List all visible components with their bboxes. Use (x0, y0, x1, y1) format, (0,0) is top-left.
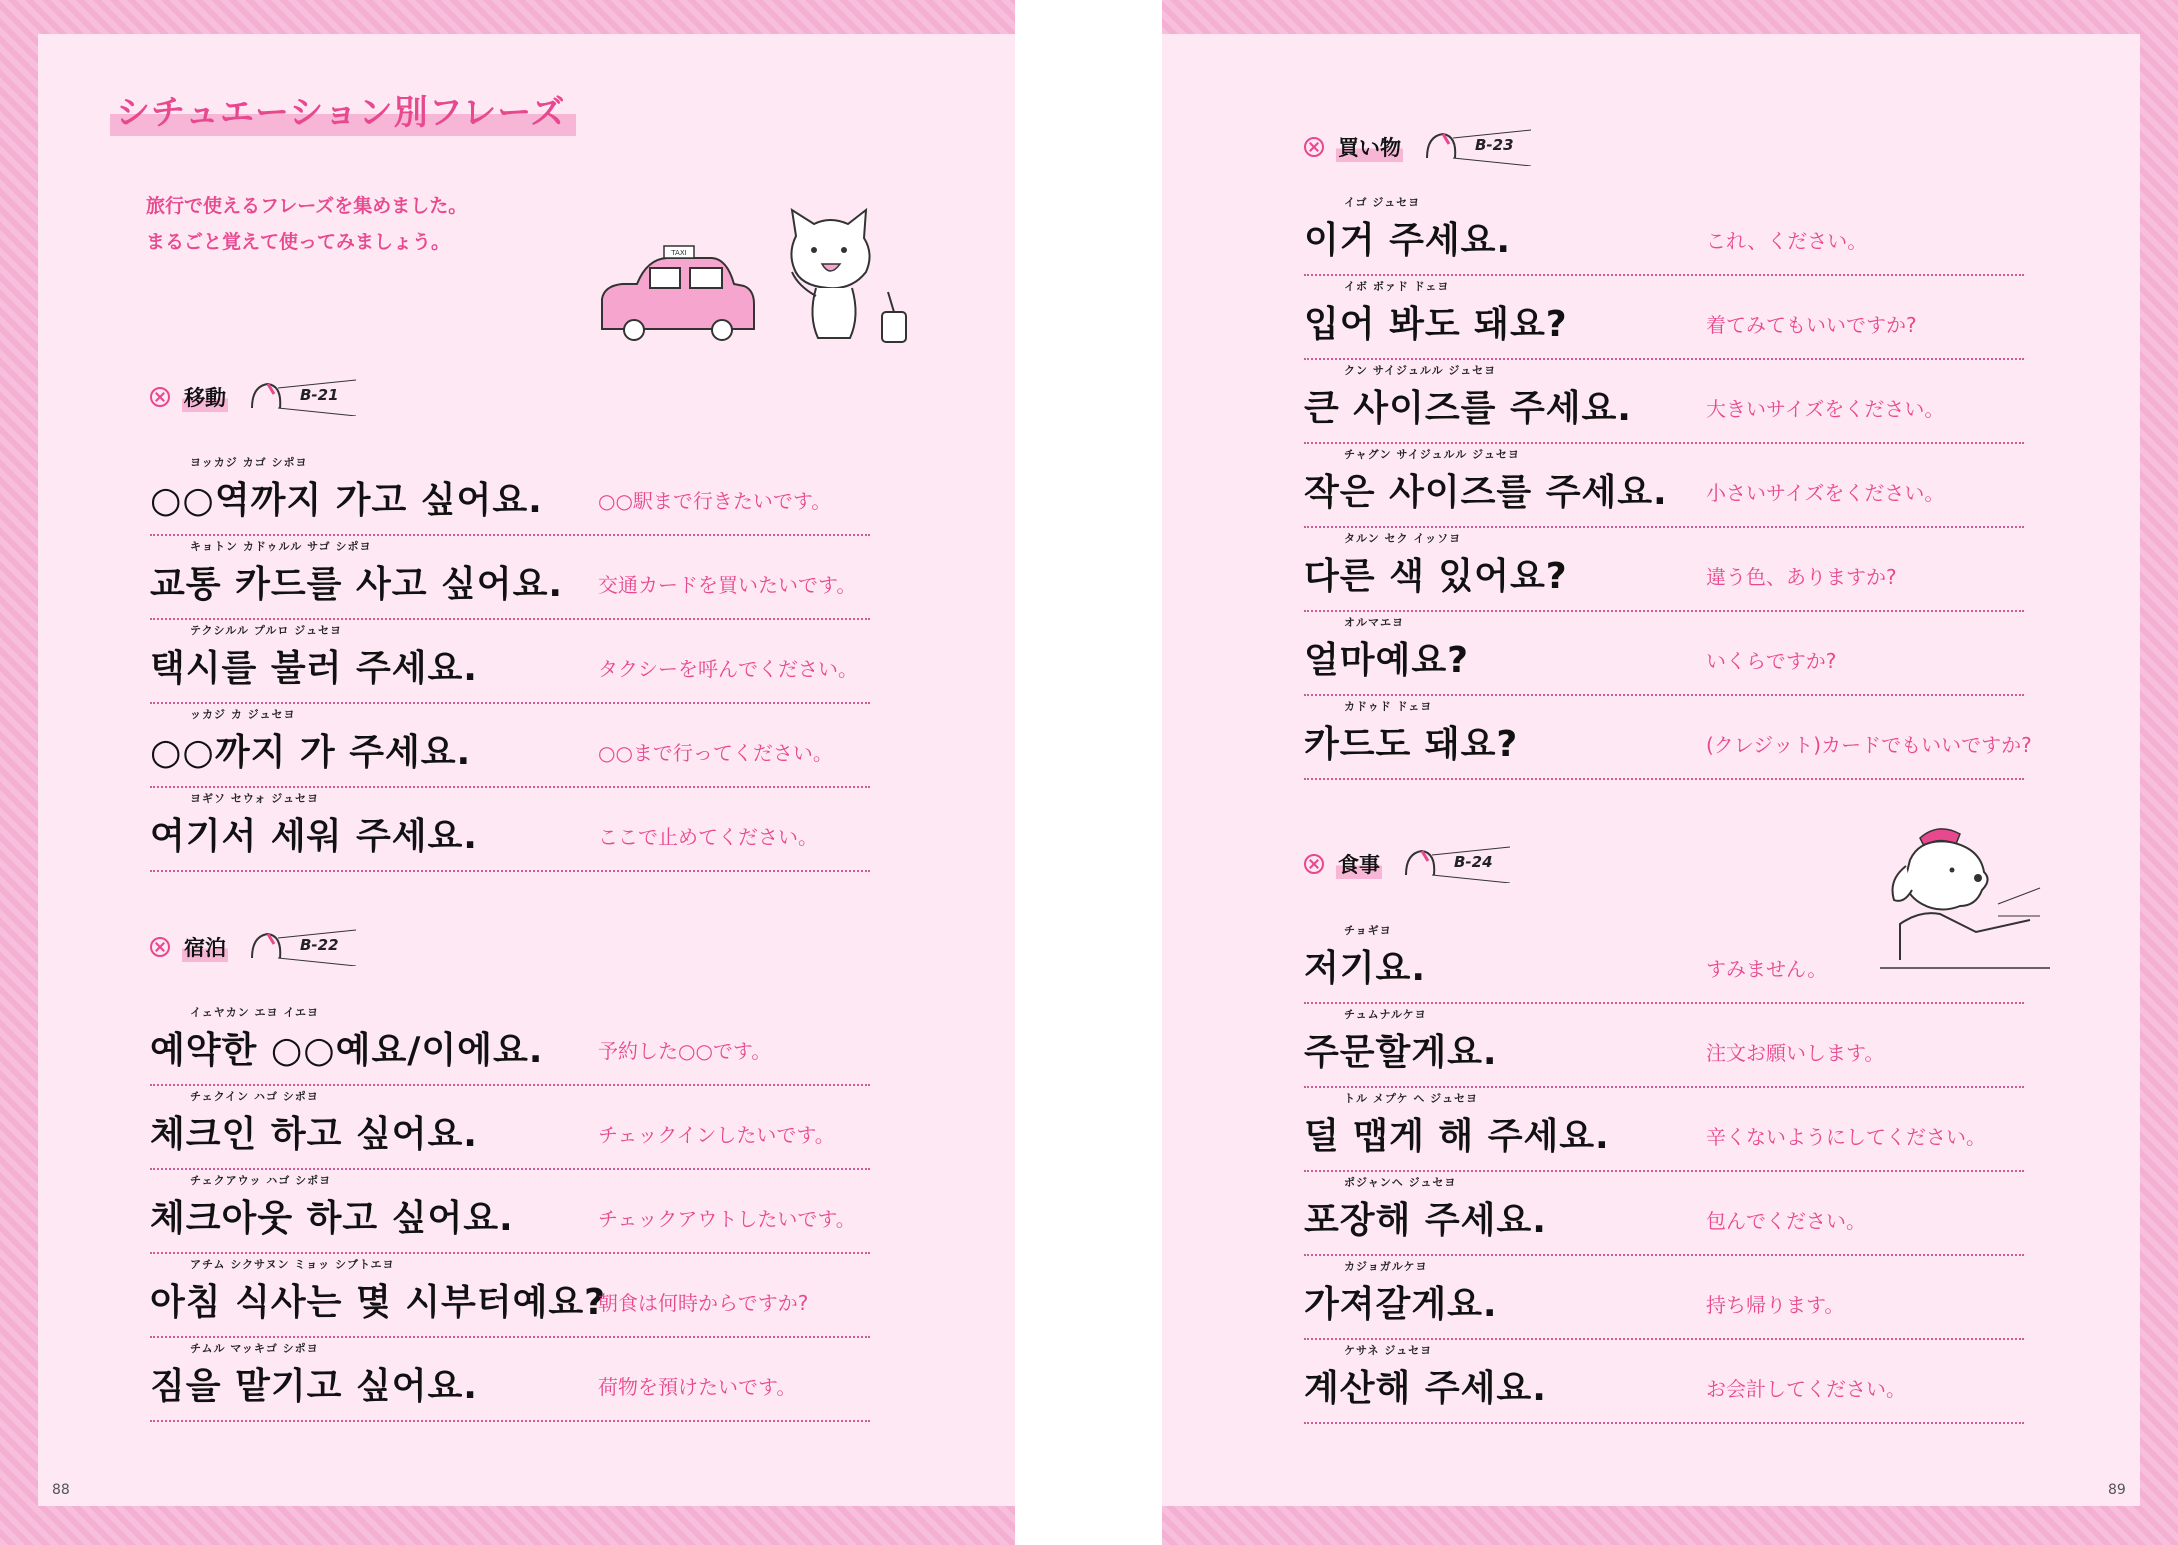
phrase-row (1304, 1086, 2024, 1172)
phrase-korean: 다른 색 있어요? (1304, 556, 1568, 597)
phrase-japanese: 予約した○○です。 (598, 1039, 772, 1063)
phrase-korean: 얼마예요? (1304, 640, 1469, 681)
phrase-ruby: タルン セク イッソヨ (1344, 532, 1462, 545)
phrase-japanese: 辛くないようにしてください。 (1706, 1125, 1986, 1149)
phrase-ruby: カドゥド ドェヨ (1344, 700, 1433, 713)
phrase-ruby: イェヤカン エヨ イエヨ (190, 1006, 319, 1019)
audio-track-badge (248, 378, 358, 416)
phrase-ruby: テクシルル プルロ ジュセヨ (190, 624, 343, 637)
phrase-korean: 주문할게요. (1304, 1032, 1498, 1073)
phrase-ruby: カジョガルケヨ (1344, 1260, 1428, 1273)
phrase-row (1304, 190, 2024, 276)
section-title: 宿泊 (182, 932, 228, 962)
phrase-japanese: 大きいサイズをください。 (1706, 397, 1945, 421)
phrase-japanese: いくらですか? (1706, 649, 1837, 673)
phrase-japanese: お会計してください。 (1706, 1377, 1906, 1401)
phrase-row (150, 1084, 870, 1170)
phrase-row (1304, 1002, 2024, 1088)
phrase-row (150, 450, 870, 536)
intro-line-1: 旅行で使えるフレーズを集めました。 (146, 195, 468, 217)
phrase-japanese: 包んでください。 (1706, 1209, 1866, 1233)
phrase-korean: ○○역까지 가고 싶어요. (150, 480, 543, 521)
track-number: B-24 (1454, 853, 1493, 871)
phrase-korean: 체크인 하고 싶어요. (150, 1114, 478, 1155)
section-marker-icon (150, 387, 170, 407)
phrase-japanese: 注文お願いします。 (1706, 1041, 1885, 1065)
section-header (1304, 128, 1533, 166)
phrase-japanese: これ、ください。 (1706, 229, 1868, 253)
phrase-korean: 체크아웃 하고 싶어요. (150, 1198, 514, 1239)
phrase-row (1304, 1338, 2024, 1424)
phrase-korean: 작은 사이즈를 주세요. (1304, 472, 1668, 513)
phrase-korean: 예약한 ○○예요/이에요. (150, 1030, 544, 1071)
phrase-korean: 입어 봐도 돼요? (1304, 304, 1568, 345)
phrase-japanese: 違う色、ありますか? (1706, 565, 1897, 589)
cat-illustration (778, 206, 938, 356)
phrase-ruby: チャグン サイジュルル ジュセヨ (1344, 448, 1520, 461)
phrase-korean: 저기요. (1304, 948, 1427, 989)
audio-track-badge (248, 928, 358, 966)
phrase-ruby: キョトン カドゥルル サゴ シポヨ (190, 540, 372, 553)
phrase-korean: 여기서 세워 주세요. (150, 816, 478, 857)
phrase-ruby: アチム シクサヌン ミョッ シブトエヨ (190, 1258, 395, 1271)
phrase-ruby: イボ ボァド ドェヨ (1344, 280, 1450, 293)
phrase-ruby: チェクイン ハゴ シポヨ (190, 1090, 319, 1103)
intro-line-2: まるごと覚えて使ってみましょう。 (146, 231, 451, 253)
phrase-korean: 카드도 돼요? (1304, 724, 1519, 765)
phrase-korean: 덜 맵게 해 주세요. (1304, 1116, 1610, 1157)
phrase-korean: 교통 카드를 사고 싶어요. (150, 564, 564, 605)
section-marker-icon (1304, 854, 1324, 874)
phrase-row (150, 1252, 870, 1338)
phrase-japanese: タクシーを呼んでください。 (598, 657, 858, 681)
section-header (150, 378, 358, 416)
phrase-ruby: イゴ ジュセヨ (1344, 196, 1421, 209)
intro-text (146, 188, 467, 260)
page-title: シチュエーション別フレーズ (110, 90, 576, 136)
section-title: 移動 (182, 382, 228, 412)
page-number-right: 89 (2108, 1482, 2126, 1498)
section-header (150, 928, 358, 966)
phrase-row (150, 702, 870, 788)
phrase-japanese: (クレジット)カードでもいいですか? (1706, 733, 2032, 757)
taxi-illustration (592, 244, 762, 344)
audio-track-badge (1402, 845, 1512, 883)
phrase-row (1304, 442, 2024, 528)
phrase-row (1304, 1170, 2024, 1256)
phrase-korean: 가져갈게요. (1304, 1284, 1498, 1325)
phrase-row (1304, 918, 2024, 1004)
phrase-row (150, 618, 870, 704)
phrase-japanese: ○○駅まで行きたいです。 (598, 489, 832, 513)
phrase-korean: 아침 식사는 몇 시부터예요? (150, 1282, 607, 1323)
phrase-japanese: チェックアウトしたいです。 (598, 1207, 856, 1231)
phrase-japanese: 荷物を預けたいです。 (598, 1375, 797, 1399)
phrase-korean: 택시를 불러 주세요. (150, 648, 478, 689)
phrase-korean: ○○까지 가 주세요. (150, 732, 472, 773)
phrase-japanese: ここで止めてください。 (598, 825, 818, 849)
section-header (1304, 845, 1512, 883)
track-number: B-23 (1475, 136, 1514, 154)
phrase-row (150, 534, 870, 620)
phrase-korean: 짐을 맡기고 싶어요. (150, 1366, 478, 1407)
track-number: B-21 (300, 386, 339, 404)
phrase-ruby: オルマエヨ (1344, 616, 1404, 629)
phrase-row (150, 1336, 870, 1422)
phrase-japanese: チェックインしたいです。 (598, 1123, 835, 1147)
track-number: B-22 (300, 936, 339, 954)
phrase-ruby: クン サイジュルル ジュセヨ (1344, 364, 1497, 377)
phrase-ruby: ケサネ ジュセヨ (1344, 1344, 1433, 1357)
phrase-row (150, 786, 870, 872)
phrase-ruby: ヨギソ セウォ ジュセヨ (190, 792, 319, 805)
phrase-row (1304, 694, 2032, 780)
section-marker-icon (150, 937, 170, 957)
phrase-japanese: 交通カードを買いたいです。 (598, 573, 857, 597)
section-title: 食事 (1336, 849, 1382, 879)
phrase-korean: 이거 주세요. (1304, 220, 1512, 261)
phrase-row (1304, 358, 2024, 444)
phrase-row (1304, 1254, 2024, 1340)
phrase-ruby: チェクアウッ ハゴ シポヨ (190, 1174, 332, 1187)
phrase-row (150, 1000, 870, 1086)
phrase-row (1304, 610, 2024, 696)
phrase-row (1304, 526, 2024, 612)
phrase-korean: 계산해 주세요. (1304, 1368, 1547, 1409)
section-title: 買い物 (1336, 132, 1403, 162)
phrase-ruby: チュムナルケヨ (1344, 1008, 1427, 1021)
phrase-japanese: すみません。 (1706, 957, 1828, 981)
phrase-ruby: トル メプケ ヘ ジュセヨ (1344, 1092, 1478, 1105)
phrase-row (1304, 274, 2024, 360)
phrase-ruby: チョギヨ (1344, 924, 1392, 937)
book-gutter (1015, 0, 1162, 1545)
phrase-japanese: 着てみてもいいですか? (1706, 313, 1917, 337)
phrase-japanese: 持ち帰ります。 (1706, 1293, 1845, 1317)
taxi-sign-text: TAXI (671, 249, 687, 257)
phrase-korean: 큰 사이즈를 주세요. (1304, 388, 1632, 429)
phrase-ruby: ッカジ カ ジュセヨ (190, 708, 296, 721)
phrase-ruby: チムル マッキゴ シポヨ (190, 1342, 319, 1355)
phrase-japanese: 朝食は何時からですか? (598, 1291, 809, 1315)
phrase-japanese: 小さいサイズをください。 (1706, 481, 1945, 505)
phrase-japanese: ○○まで行ってください。 (598, 741, 833, 765)
section-marker-icon (1304, 137, 1324, 157)
audio-track-badge (1423, 128, 1533, 166)
phrase-ruby: ヨッカジ カゴ シポヨ (190, 456, 308, 469)
phrase-ruby: ポジャンヘ ジュセヨ (1344, 1176, 1457, 1189)
phrase-row (150, 1168, 870, 1254)
phrase-korean: 포장해 주세요. (1304, 1200, 1547, 1241)
page-number-left: 88 (52, 1482, 70, 1498)
